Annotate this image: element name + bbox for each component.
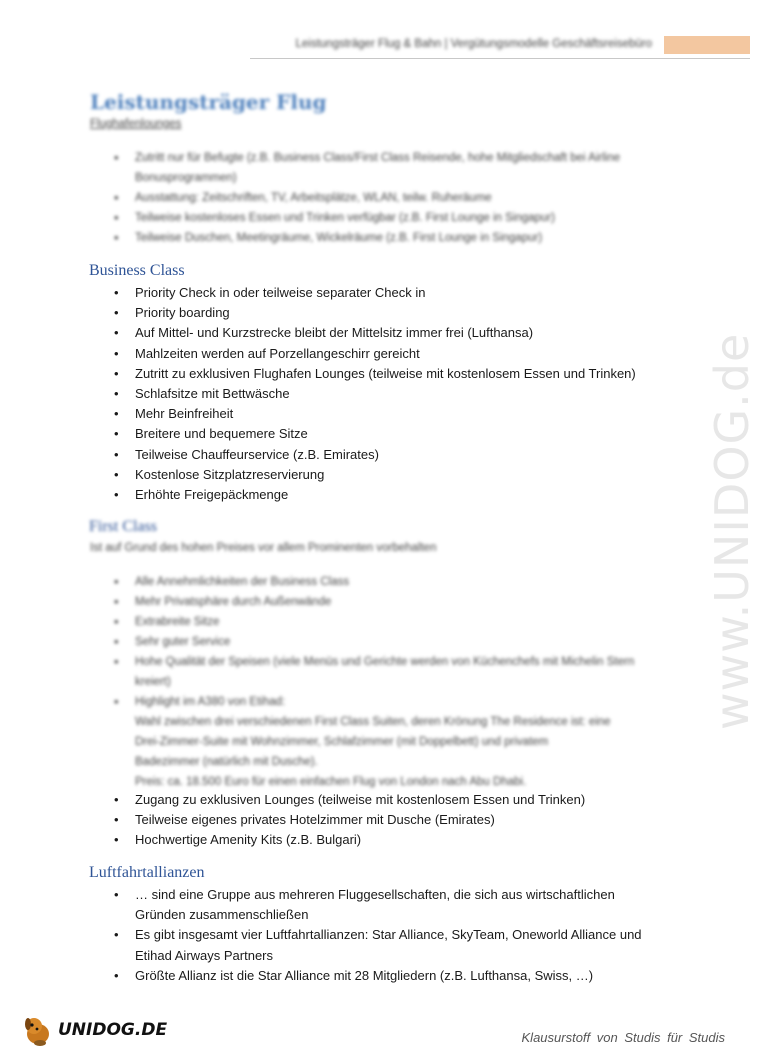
highlight-line: • Highlight im A380 von Etihad:	[135, 696, 286, 708]
section-title-leistungstraeger: Leistungsträger Flug	[90, 90, 327, 114]
list-item: • Zutritt zu exklusiven Flughafen Lounges (teilweise mit kostenlosem Essen und Trinken)	[110, 364, 670, 384]
list-item: • Extrabreite Sitze	[110, 612, 670, 632]
highlight-line: Preis: ca. 18.500 Euro für einen einfachen Flug von London nach Abu Dhabi.	[135, 776, 527, 788]
list-item: • Hochwertige Amenity Kits (z.B. Bulgari)	[110, 830, 670, 850]
list-item: • Schlafsitze mit Bettwäsche	[110, 384, 670, 404]
alliances-list	[110, 885, 650, 986]
list-item: • Teilweise eigenes privates Hotelzimmer mit Dusche (Emirates)	[110, 810, 670, 830]
logo-text: UNIDOG.DE	[58, 1020, 168, 1040]
list-item: • Ausstattung: Zeitschriften, TV, Arbeitsplätze, WLAN, teilw. Ruheräume	[110, 188, 670, 208]
list-item-highlight	[110, 692, 670, 792]
list-item: • Kostenlose Sitzplatzreservierung	[110, 465, 670, 485]
list-item: • Mehr Privatsphäre durch Außenwände	[110, 592, 670, 612]
list-item: • Es gibt insgesamt vier Luftfahrtallianzen: Star Alliance, SkyTeam, Oneworld Alliance und Etihad Airways Partners	[110, 925, 650, 965]
watermark: www.UNIDOG.de	[705, 332, 759, 730]
header-divider	[250, 58, 750, 59]
unidog-logo[interactable]	[20, 1012, 168, 1052]
list-item: • Zugang zu exklusiven Lounges (teilweise mit kostenlosem Essen und Trinken)	[110, 790, 670, 810]
header-title: Leistungsträger Flug & Bahn | Vergütungsmodelle Geschäftsreisebüro	[295, 38, 652, 50]
list-item: • Hohe Qualität der Speisen (viele Menüs und Gerichte werden von Küchenchefs mit Michelin Stern kreiert)	[110, 652, 670, 692]
list-item: • Mehr Beinfreiheit	[110, 404, 670, 424]
dog-icon	[20, 1012, 56, 1048]
page-header	[0, 30, 750, 60]
first-class-subtitle: Ist auf Grund des hohen Preises vor allem Prominenten vorbehalten	[90, 542, 437, 554]
list-item: • … sind eine Gruppe aus mehreren Fluggesellschaften, die sich aus wirtschaftlichen Gründen zusammenschließen	[110, 885, 650, 925]
list-item: • Teilweise Chauffeurservice (z.B. Emirates)	[110, 445, 670, 465]
list-item: • Breitere und bequemere Sitze	[110, 424, 670, 444]
first-class-list	[110, 790, 670, 851]
business-class-heading: Business Class	[89, 262, 185, 279]
list-item: • Zutritt nur für Befugte (z.B. Business Class/First Class Reisende, hohe Mitgliedschaft bei Airline Bonusprogrammen)	[110, 148, 670, 188]
list-item: • Erhöhte Freigepäckmenge	[110, 485, 670, 505]
highlight-line: Badezimmer (natürlich mit Dusche).	[135, 756, 318, 768]
first-class-heading: First Class	[89, 518, 158, 535]
alliances-heading: Luftfahrtallianzen	[89, 864, 205, 881]
list-item: • Auf Mittel- und Kurzstrecke bleibt der Mittelsitz immer frei (Lufthansa)	[110, 323, 670, 343]
lounges-list	[110, 148, 670, 248]
list-item: • Alle Annehmlichkeiten der Business Class	[110, 572, 670, 592]
list-item: • Größte Allianz ist die Star Alliance mit 28 Mitgliedern (z.B. Lufthansa, Swiss, …)	[110, 966, 650, 986]
section-subtitle-lounges: Flughafenlounges	[90, 118, 182, 130]
business-class-list	[110, 283, 670, 505]
highlight-line: Wahl zwischen drei verschiedenen First Class Suiten, deren Krönung The Residence ist: eine	[135, 716, 611, 728]
list-item: • Priority Check in oder teilweise separater Check in	[110, 283, 670, 303]
list-item: • Teilweise kostenloses Essen und Trinken verfügbar (z.B. First Lounge in Singapur)	[110, 208, 670, 228]
list-item: • Teilweise Duschen, Meetingräume, Wickelräume (z.B. First Lounge in Singapur)	[110, 228, 670, 248]
highlight-line: Drei-Zimmer-Suite mit Wohnzimmer, Schlafzimmer (mit Doppelbett) und privatem	[135, 736, 549, 748]
page-number-badge	[664, 36, 750, 54]
footer-tagline: Klausurstoff von Studis für Studis	[521, 1030, 725, 1045]
list-item: • Mahlzeiten werden auf Porzellangeschirr gereicht	[110, 344, 670, 364]
list-item: • Sehr guter Service	[110, 632, 670, 652]
first-class-blurred-list	[110, 572, 670, 792]
list-item: • Priority boarding	[110, 303, 670, 323]
